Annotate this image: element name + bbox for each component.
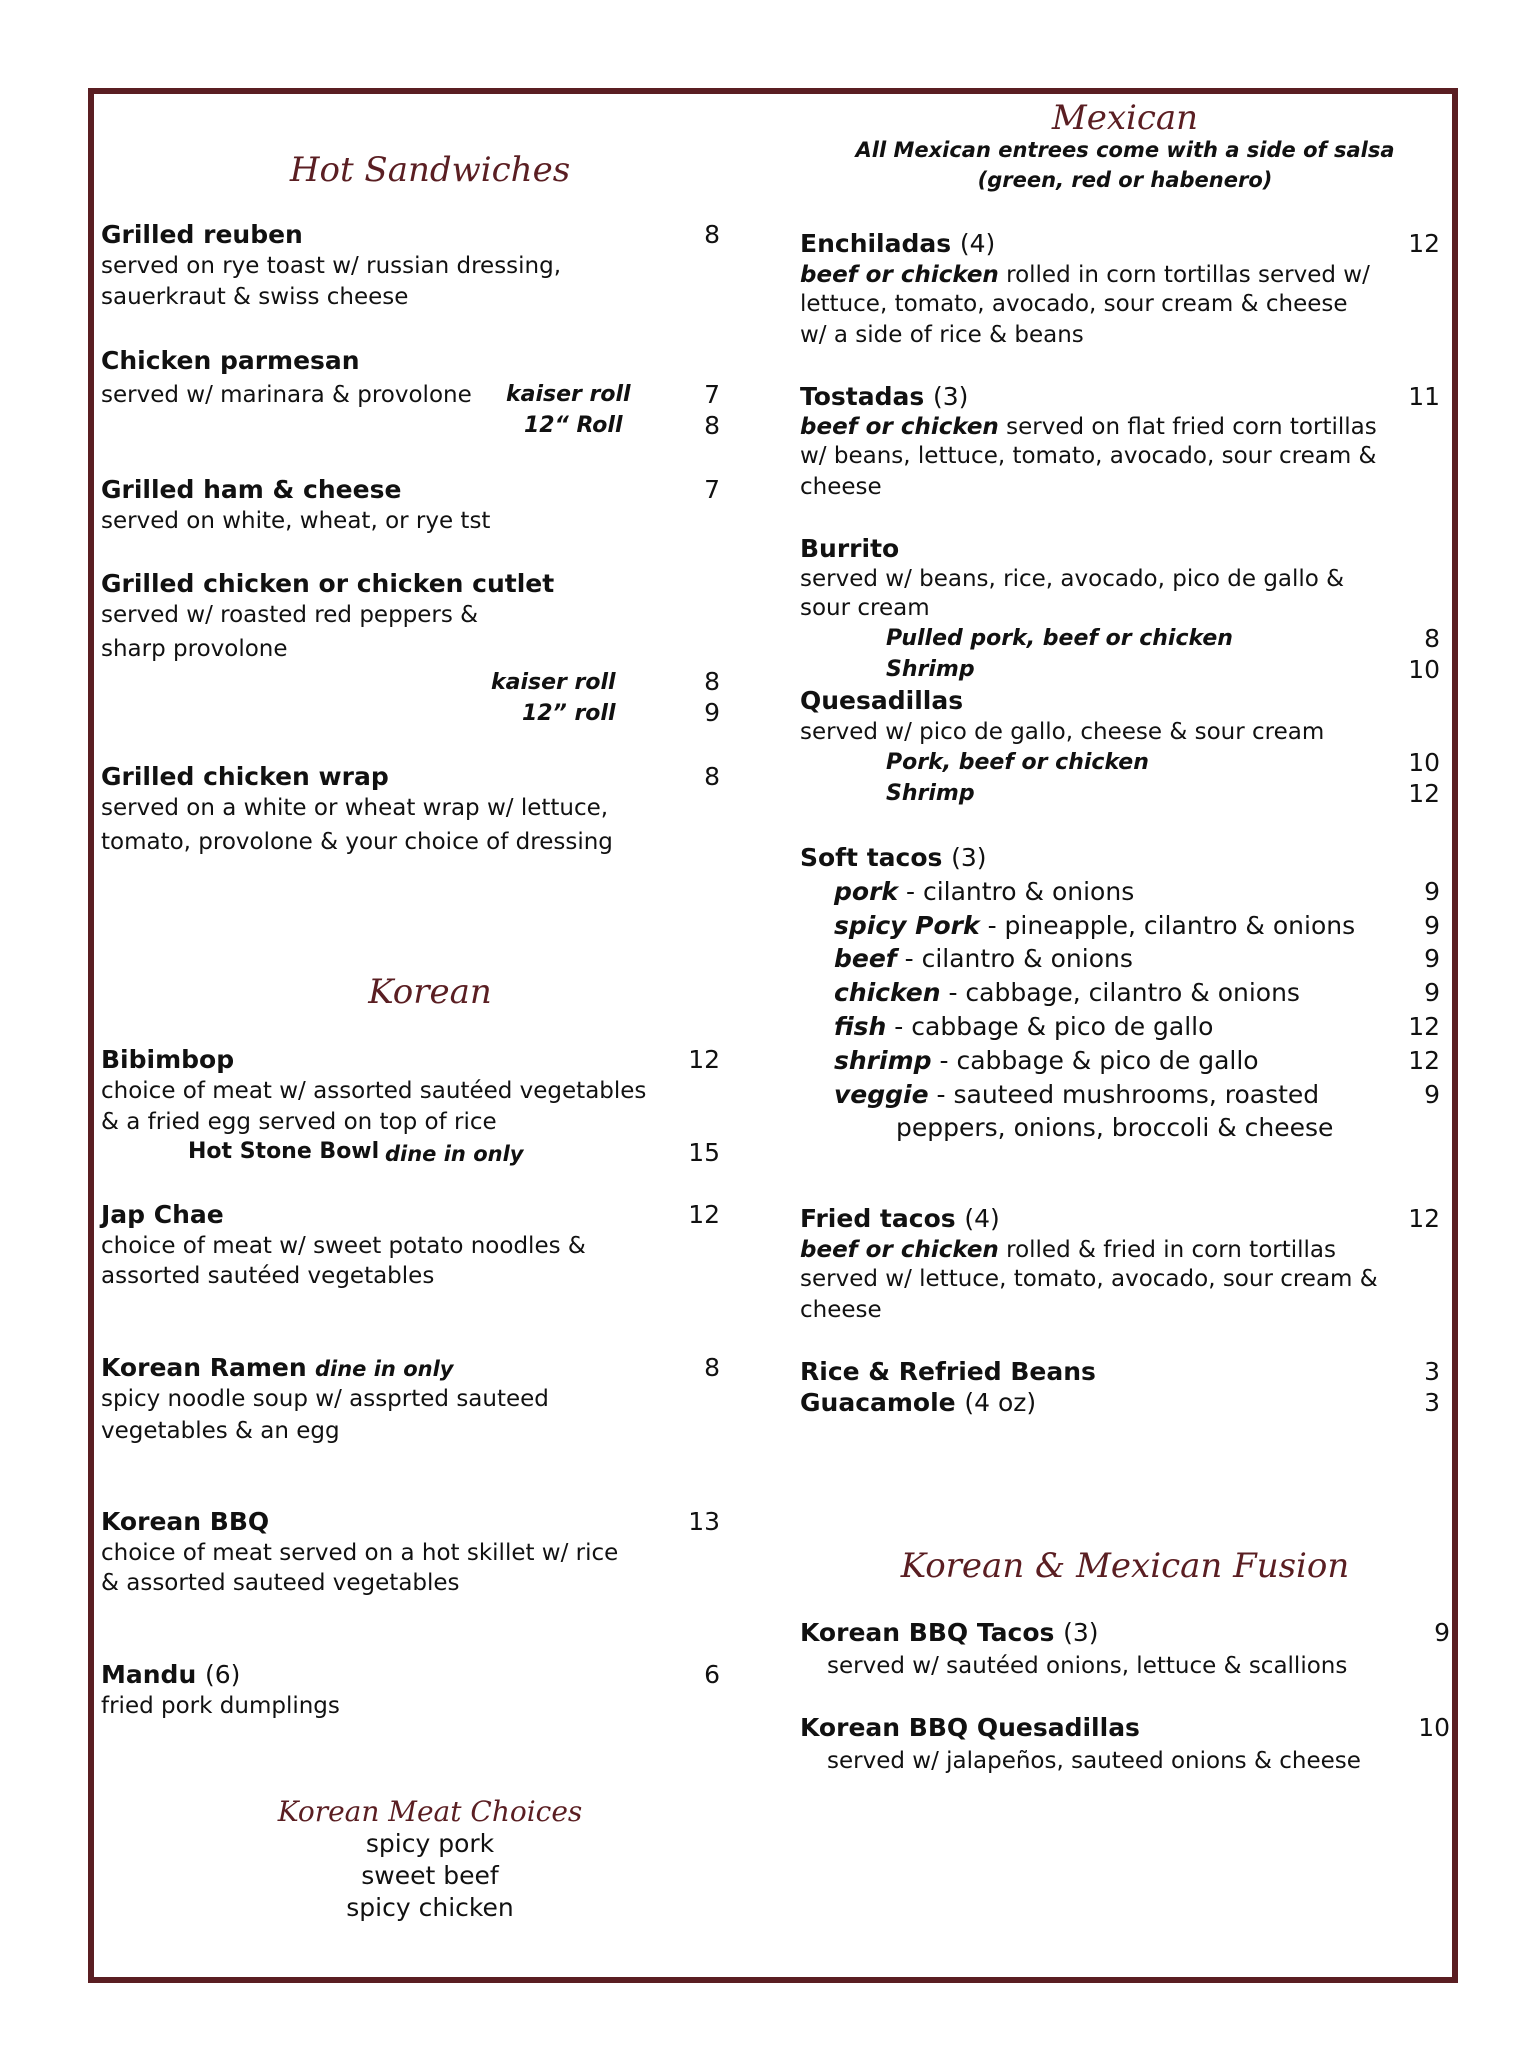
item-option: kaiser roll (491, 670, 616, 695)
item-price: 8 (704, 667, 720, 696)
item-desc: served w/ beans, rice, avocado, pico de gallo & (800, 566, 1345, 592)
item-desc: tomato, provolone & your choice of dressing (101, 829, 613, 855)
item-price: 12 (1408, 1012, 1440, 1041)
item-price: 9 (1424, 911, 1440, 940)
taco-row-cont: peppers, onions, broccoli & cheese (896, 1113, 1334, 1142)
item-desc: choice of meat w/ sweet potato noodles & (101, 1233, 586, 1259)
item-option: 12” roll (522, 701, 616, 726)
item-desc: served on a white or wheat wrap w/ lettuce, (101, 795, 609, 821)
item-name: Korean BBQ Quesadillas (800, 1713, 1140, 1742)
item-desc: fried pork dumplings (101, 1693, 340, 1719)
meat-choice: spicy chicken (346, 1893, 514, 1922)
taco-row: shrimp - cabbage & pico de gallo (834, 1046, 1259, 1075)
item-price: 9 (1424, 978, 1440, 1007)
taco-row: beef - cilantro & onions (834, 944, 1133, 973)
item-desc: w/ beans, lettuce, tomato, avocado, sour cream & (800, 443, 1377, 469)
item-price: 8 (704, 411, 720, 440)
taco-row: veggie - sauteed mushrooms, roasted (834, 1080, 1320, 1109)
item-price: 12 (1408, 229, 1440, 258)
item-price: 8 (1424, 624, 1440, 653)
item-note: dine in only (315, 1357, 454, 1381)
item-count: (3) (951, 843, 987, 872)
item-name: Fried tacos (4) (800, 1204, 1000, 1233)
item-price: 12 (1408, 779, 1440, 808)
item-option: 12“ Roll (524, 413, 623, 438)
item-price: 10 (1408, 748, 1440, 777)
item-price: 8 (704, 1353, 720, 1382)
item-name: Grilled reuben (101, 220, 303, 249)
item-name: Tostadas (3) (800, 382, 969, 411)
item-count: (4 oz) (964, 1388, 1037, 1417)
item-count: (4) (959, 229, 996, 258)
item-price: 7 (704, 380, 720, 409)
item-count: (3) (1063, 1618, 1099, 1647)
item-desc: assorted sautéed vegetables (101, 1263, 435, 1289)
item-name: Korean BBQ Tacos (3) (800, 1618, 1099, 1647)
item-name: Guacamole (4 oz) (800, 1388, 1037, 1417)
item-name: Chicken parmesan (101, 346, 360, 375)
item-desc: served w/ jalapeños, sauteed onions & cheese (827, 1748, 1361, 1774)
item-desc: choice of meat served on a hot skillet w/ rice (101, 1540, 619, 1566)
item-count: (3) (932, 382, 969, 411)
item-option: Pork, beef or chicken (886, 750, 1149, 775)
item-name: Grilled chicken or chicken cutlet (101, 569, 555, 598)
item-name: Grilled chicken wrap (101, 762, 389, 791)
item-price: 3 (1424, 1357, 1440, 1386)
item-option: Shrimp (886, 781, 975, 806)
mexican-title: Mexican (1051, 98, 1199, 138)
item-desc: served on rye toast w/ russian dressing, (101, 253, 562, 279)
taco-row: chicken - cabbage, cilantro & onions (834, 978, 1300, 1007)
item-count: (6) (204, 1660, 241, 1689)
item-name: Korean BBQ (101, 1507, 270, 1536)
item-price: 12 (1408, 1204, 1440, 1233)
item-price: 13 (688, 1507, 720, 1536)
item-name: Rice & Refried Beans (800, 1357, 1096, 1386)
item-option: Pulled pork, beef or chicken (886, 626, 1233, 651)
item-desc: lettuce, tomato, avocado, sour cream & cheese (800, 291, 1348, 317)
item-desc: beef or chicken rolled & fried in corn tortillas (800, 1237, 1336, 1263)
item-option: kaiser roll (506, 382, 631, 407)
item-desc: sour cream (800, 595, 930, 621)
taco-row: pork - cilantro & onions (834, 877, 1135, 906)
item-name: Soft tacos (3) (800, 843, 987, 872)
item-price: 10 (1418, 1713, 1450, 1742)
item-price: 12 (688, 1045, 720, 1074)
item-name: Enchiladas (4) (800, 229, 996, 258)
mexican-subtitle: All Mexican entrees come with a side of salsa (855, 138, 1395, 162)
item-price: 10 (1408, 655, 1440, 684)
item-desc: & assorted sauteed vegetables (101, 1570, 460, 1596)
item-desc: choice of meat w/ assorted sautéed vegetables (101, 1078, 647, 1104)
item-price: 3 (1424, 1388, 1440, 1417)
item-desc: served w/ sautéed onions, lettuce & scallions (827, 1653, 1348, 1679)
item-desc: spicy noodle soup w/ assprted sauteed (101, 1386, 549, 1412)
hot-sandwiches-title: Hot Sandwiches (289, 150, 571, 190)
item-price: 9 (1434, 1618, 1450, 1647)
item-desc: cheese (800, 1297, 882, 1323)
mexican-subtitle: (green, red or habenero) (977, 168, 1273, 192)
item-option: Shrimp (886, 657, 975, 682)
taco-row: spicy Pork - pineapple, cilantro & onions (834, 911, 1356, 940)
item-desc: beef or chicken rolled in corn tortillas served w/ (800, 262, 1370, 288)
item-price: 11 (1408, 382, 1440, 411)
item-note: dine in only (385, 1142, 524, 1166)
item-price: 12 (1408, 1046, 1440, 1075)
item-desc: served w/ lettuce, tomato, avocado, sour cream & (800, 1266, 1378, 1292)
item-price: 9 (1424, 944, 1440, 973)
item-desc: served w/ marinara & provolone (101, 382, 472, 408)
item-name: Korean Ramen (101, 1353, 307, 1382)
item-desc: sauerkraut & swiss cheese (101, 284, 409, 310)
item-desc: beef or chicken served on flat fried corn tortillas (800, 414, 1377, 440)
item-count: (4) (964, 1204, 1000, 1233)
item-price: 15 (688, 1138, 720, 1167)
taco-row: fish - cabbage & pico de gallo (834, 1012, 1214, 1041)
item-desc: served w/ roasted red peppers & (101, 602, 479, 628)
item-desc: cheese (800, 474, 882, 500)
item-name: Burrito (800, 534, 900, 563)
fusion-title: Korean & Mexican Fusion (900, 1546, 1350, 1586)
item-desc: served on white, wheat, or rye tst (101, 508, 491, 534)
item-price: 8 (704, 762, 720, 791)
item-price: 9 (1424, 877, 1440, 906)
item-option: Hot Stone Bowl (188, 1139, 380, 1164)
item-name: Grilled ham & cheese (101, 475, 402, 504)
item-desc: & a fried egg served on top of rice (101, 1109, 497, 1135)
item-name: Bibimbop (101, 1045, 235, 1074)
item-name: Jap Chae (101, 1200, 224, 1229)
item-price: 12 (688, 1200, 720, 1229)
meat-choice: spicy pork (365, 1829, 495, 1858)
item-desc: w/ a side of rice & beans (800, 322, 1084, 348)
meat-choice: sweet beef (361, 1861, 499, 1890)
item-name: Quesadillas (800, 686, 964, 715)
item-price: 7 (704, 475, 720, 504)
item-desc: sharp provolone (101, 636, 288, 662)
item-price: 8 (704, 220, 720, 249)
item-price: 6 (704, 1660, 720, 1689)
item-desc: vegetables & an egg (101, 1418, 340, 1444)
meat-choices-title: Korean Meat Choices (277, 1795, 583, 1828)
item-name: Mandu (6) (101, 1660, 241, 1689)
item-price: 9 (1424, 1080, 1440, 1109)
item-desc: served w/ pico de gallo, cheese & sour cream (800, 719, 1325, 745)
korean-title: Korean (368, 972, 492, 1012)
item-price: 9 (704, 698, 720, 727)
